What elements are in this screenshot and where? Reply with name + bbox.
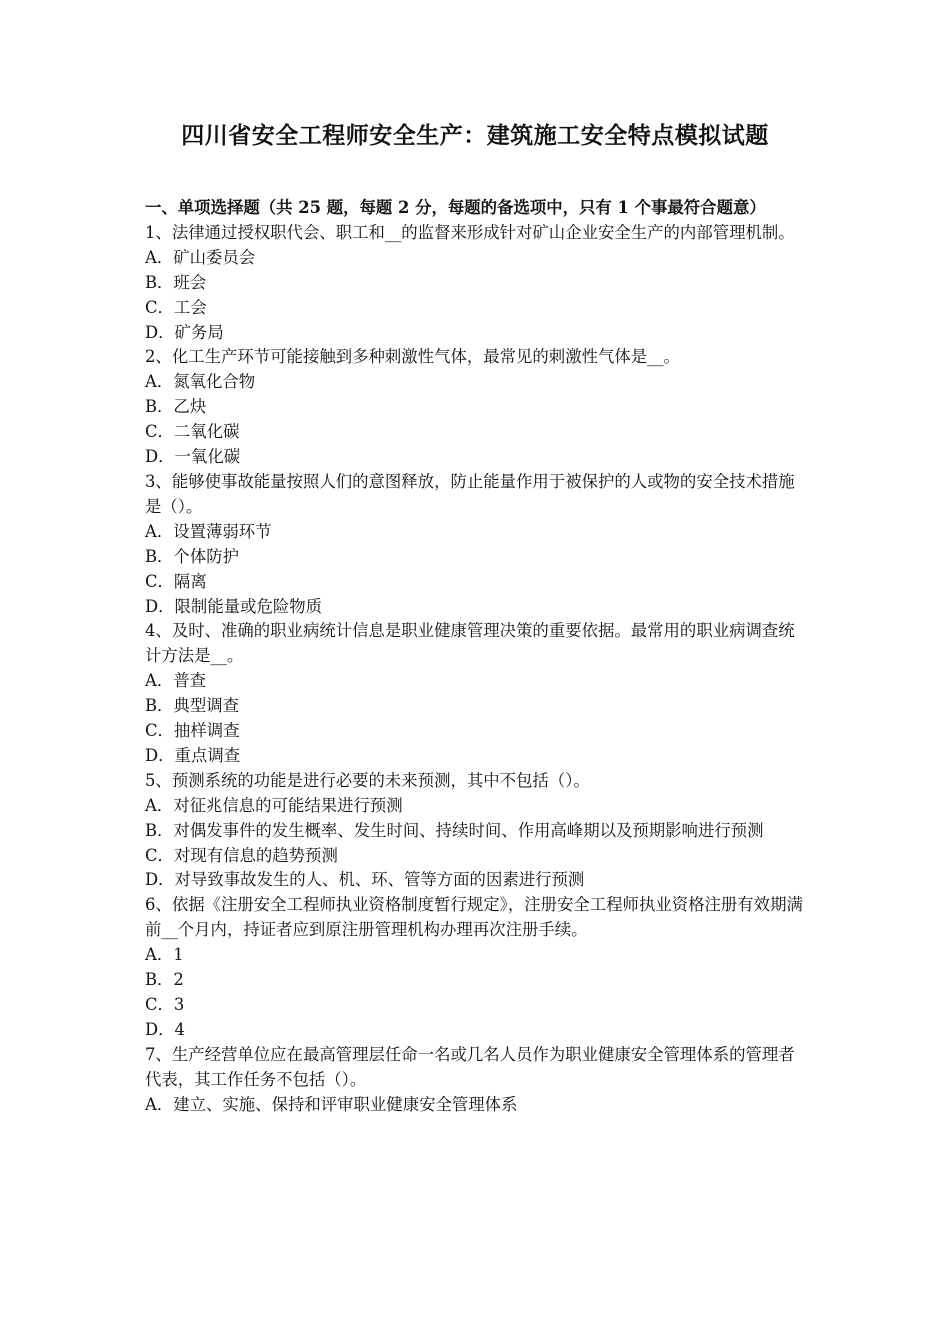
option-a: A．对征兆信息的可能结果进行预测 [145,795,403,815]
question-7 [145,1043,810,1118]
option-c: C．3 [145,995,185,1014]
document-body [145,196,810,1118]
option-d: D．4 [145,1019,185,1039]
option-b: B．典型调查 [145,696,239,716]
question-3 [145,470,810,619]
option-c: C．抽样调查 [145,721,240,741]
question-6 [145,893,810,1042]
document-title: 四川省安全工程师安全生产：建筑施工安全特点模拟试题 [181,122,769,149]
question-text: 3、能够使事故能量按照人们的意图释放，防止能量作用于被保护的人或物的安全技术措施是（）。 [145,471,795,516]
option-b: B．班会 [145,272,207,292]
question-text: 1、法律通过授权职代会、职工和__的监督来形成针对矿山企业安全生产的内部管理机制。 [145,222,795,242]
option-c: C．对现有信息的趋势预测 [145,845,338,865]
question-5 [145,769,810,894]
question-2 [145,345,810,470]
option-a: A．普查 [145,671,207,691]
option-a: A．建立、实施、保持和评审职业健康安全管理体系 [145,1094,518,1114]
question-1 [145,221,810,346]
option-d: D．一氧化碳 [145,447,241,467]
option-d: D．矿务局 [145,322,224,342]
option-d: D．对导致事故发生的人、机、环、管等方面的因素进行预测 [145,870,585,890]
option-b: B．2 [145,970,184,990]
question-text: 5、预测系统的功能是进行必要的未来预测，其中不包括（）。 [145,770,590,790]
option-b: B．对偶发事件的发生概率、发生时间、持续时间、作用高峰期以及预期影响进行预测 [145,820,764,840]
option-a: A．1 [145,945,184,965]
question-text: 6、依据《注册安全工程师执业资格制度暂行规定》，注册安全工程师执业资格注册有效期满前__个月内，持证者应到原注册管理机构办理再次注册手续。 [145,895,803,940]
section-header: 一、单项选择题（共 25 题，每题 2 分，每题的备选项中，只有 1 个事最符合题意） [145,198,766,217]
question-text: 2、化工生产环节可能接触到多种刺激性气体，最常见的刺激性气体是__。 [145,347,680,367]
option-c: C．工会 [145,297,207,317]
option-b: B．乙炔 [145,397,207,417]
option-c: C．二氧化碳 [145,422,240,442]
option-a: A．矿山委员会 [145,247,256,267]
option-b: B．个体防护 [145,546,239,566]
option-d: D．限制能量或危险物质 [145,596,323,616]
option-a: A．设置薄弱环节 [145,521,272,541]
question-text: 4、及时、准确的职业病统计信息是职业健康管理决策的重要依据。最常用的职业病调查统计方法是__。 [145,621,795,666]
question-text: 7、生产经营单位应在最高管理层任命一名或几名人员作为职业健康安全管理体系的管理者代表，其工作任务不包括（）。 [145,1044,795,1089]
question-4 [145,619,810,768]
option-d: D．重点调查 [145,745,241,765]
option-c: C．隔离 [145,571,207,591]
option-a: A．氮氧化合物 [145,372,256,392]
